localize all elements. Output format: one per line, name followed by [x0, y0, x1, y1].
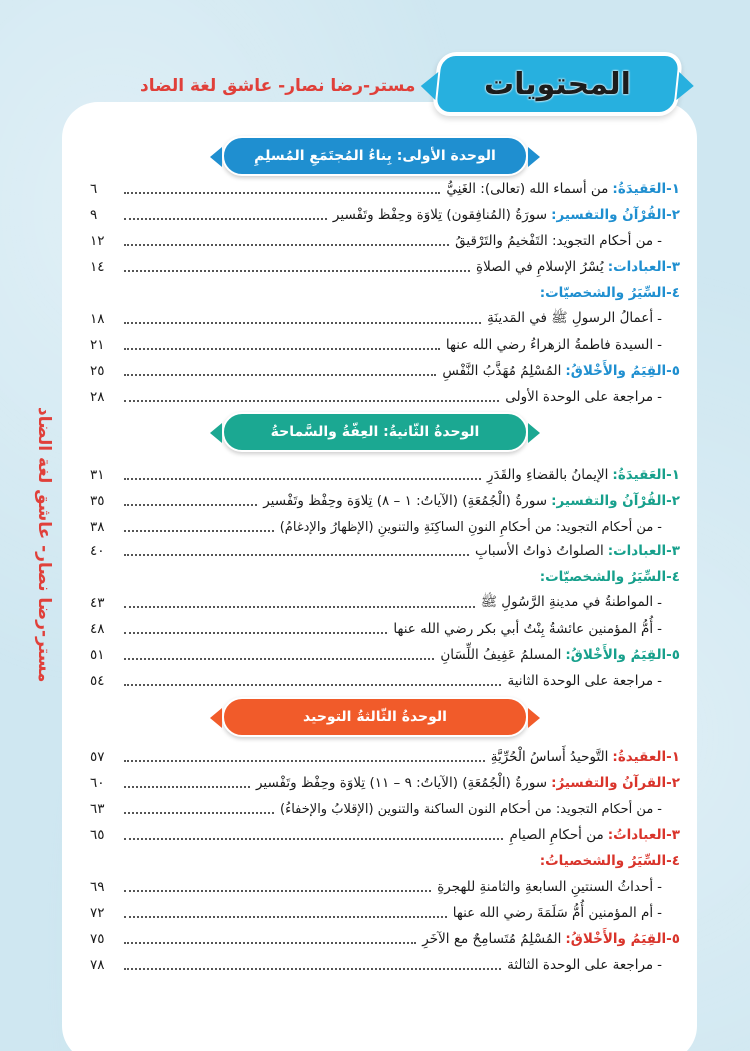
- page-number: ٦٥: [90, 827, 105, 843]
- page-number: ٧٥: [90, 931, 105, 947]
- toc-row[interactable]: ٢-القُرْآنُ والتفسير: سورَةُ (المُنافِقون) تِلاوَة وحِفْظ وتَفْسير ٩: [90, 207, 680, 223]
- toc-row[interactable]: ٥-القِيَمُ والأَخْلاقُ: المسلمُ عَفِيفُ اللِّسَانِ ٥١: [90, 647, 680, 663]
- page-number: ١٢: [90, 233, 105, 249]
- unit-1-banner: الوحدة الأولى: بِناءُ المُجتَمَعِ المُسلِمِ: [222, 136, 528, 176]
- page-number: ٥٤: [90, 673, 105, 689]
- toc-row[interactable]: ١-العقيدةُ: التَّوحيدُ أَساسُ الْحُرِّيَّةِ ٥٧: [90, 749, 680, 765]
- author-watermark-side: مستر-رضا نصار- عاشق لغة الضاد: [34, 407, 54, 683]
- toc-row[interactable]: - مراجعة على الوحدة الثانية ٥٤: [90, 673, 662, 689]
- toc-row[interactable]: - السيدة فاطمةُ الزهراءُ رضي الله عنها ٢١: [90, 337, 662, 353]
- page-number: ٢١: [90, 337, 105, 353]
- toc-row[interactable]: - أحداثُ السنتينِ السابعةِ والثامنةِ للهجرةِ ٦٩: [90, 879, 662, 895]
- toc-row[interactable]: - من أحكام التجويد: التَفْخيمُ والتَرْقيقُ ١٢: [90, 233, 662, 249]
- page-number: ٧٨: [90, 957, 105, 973]
- toc-row[interactable]: ٢-القُرْآنُ والتفسير: سورةُ (الْجُمُعَةِ) (الآياتُ: ١ – ٨) تِلاوَة وحِفْظ وتَفْسير ٣٥: [90, 493, 680, 509]
- toc-row[interactable]: - المواطنةُ في مدينةِ الرَّسُولِ ﷺ ٤٣: [90, 594, 662, 611]
- author-watermark-top: مستر-رضا نصار- عاشق لغة الضاد: [140, 76, 416, 96]
- page-number: ٦: [90, 181, 98, 197]
- page-number: ٣٥: [90, 493, 105, 509]
- page-number: ٤٠: [90, 543, 105, 559]
- page-number: ٦٠: [90, 775, 105, 791]
- toc-row: ٤-السِّيَرُ والشخصيّات:: [539, 569, 680, 585]
- toc-row[interactable]: - مراجعة على الوحدة الأولى ٢٨: [90, 389, 662, 405]
- toc-row[interactable]: ١-العَقيدَةُ: الإيمانُ بالقضاءِ والقَدَرِ ٣١: [90, 467, 680, 483]
- toc-row[interactable]: - من أحكام التجويد: من أحكامِ النونِ الساكِنَةِ والتنوينِ (الإظهارُ والإدغامُ) ٣٨: [90, 519, 662, 535]
- page-number: ٧٢: [90, 905, 105, 921]
- page-number: ٤٨: [90, 621, 105, 637]
- toc-row[interactable]: ٣-العبادات: يُسْرُ الإسلامِ في الصلاةِ ١٤: [90, 259, 680, 275]
- page-number: ٢٨: [90, 389, 105, 405]
- toc-row[interactable]: ٣-العباداتُ: من أحكامِ الصيامِ ٦٥: [90, 827, 680, 843]
- toc-row[interactable]: ٢-القرآنُ والتفسيرُ: سورةُ (الْجُمُعَةِ) (الآياتُ: ٩ – ١١) تِلاوَة وحِفْظ وتَفْسير ٦٠: [90, 775, 680, 791]
- toc-row[interactable]: - أُمُّ المؤمنين عائشةُ بِنْتُ أبي بكر رضي الله عنها ٤٨: [90, 621, 662, 637]
- toc-row[interactable]: - أم المؤمنين أُمُّ سَلَمَةَ رضي الله عنها ٧٢: [90, 905, 662, 921]
- toc-row[interactable]: - من أحكام التجويد: من أحكام النون الساكنة والتنوين (الإقلابُ والإخفاءُ) ٦٣: [90, 801, 662, 817]
- toc-row[interactable]: - مراجعة على الوحدة الثالثة ٧٨: [90, 957, 662, 973]
- unit-3-banner: الوحدةُ الثّالثةُ التوحيد: [222, 697, 528, 737]
- page-number: ٣٨: [90, 519, 105, 535]
- toc-row: ٤-السِّيَرُ والشخصياتُ:: [539, 853, 680, 869]
- page-number: ٦٣: [90, 801, 105, 817]
- toc-row[interactable]: ٥-القِيَمُ والأَخْلاقُ: المُسْلِمُ مُتَسامِحٌ مع الآخَرِ ٧٥: [90, 931, 680, 947]
- page-number: ١٤: [90, 259, 105, 275]
- page-number: ٢٥: [90, 363, 105, 379]
- toc-row[interactable]: ٣-العبادات: الصلواتُ ذواتُ الأسبابِ ٤٠: [90, 543, 680, 559]
- page-number: ٦٩: [90, 879, 105, 895]
- toc-row[interactable]: ١-العَقيدَةُ: من أسماء الله (تعالى): الغَنِيُّ ٦: [90, 181, 680, 197]
- page-number: ٣١: [90, 467, 105, 483]
- toc-row[interactable]: - أعمالُ الرسولِ ﷺ في المَدينَةِ ١٨: [90, 310, 662, 327]
- toc-row[interactable]: ٥-القِيَمُ والأَخْلاقُ: المُسْلِمُ مُهَذَّبُ النَّفْسِ ٢٥: [90, 363, 680, 379]
- page-number: ٩: [90, 207, 98, 223]
- unit-2-banner: الوحدةُ الثّانيةُ: العِفّةُ والسَّماحةُ: [222, 412, 528, 452]
- page-number: ٤٣: [90, 595, 105, 611]
- page-number: ٥٧: [90, 749, 105, 765]
- page-title: المحتويات: [484, 66, 632, 102]
- page-number: ٥١: [90, 647, 105, 663]
- toc-row: ٤-السِّيَرُ والشخصيّات:: [539, 285, 680, 301]
- contents-title-banner: [432, 52, 684, 116]
- page-number: ١٨: [90, 311, 105, 327]
